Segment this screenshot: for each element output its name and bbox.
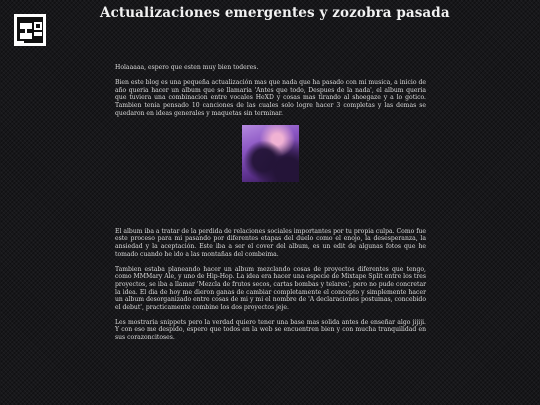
post-paragraph: El album iba a tratar de la perdida de relaciones sociales importantes por tu propia culpa. Como fue este proceso para mi pasando por diferentes etapas del duelo como el enojo, la desesperanza, la ansiedad y la aceptación. Este iba a ser el cover del album, es un edit de algunas fotos que he tomado cuando he ido a las montañas del combeima. (115, 227, 426, 258)
site-logo-icon[interactable] (14, 14, 46, 46)
album-cover-image (242, 125, 299, 182)
post-paragraph: Les mostraria snippets pero la verdad quiero tener una base mas solida antes de enseñar algo jijiji. Y con eso me despido, espero que todos en la web se encuentren bien y con mucha tranquilidad en sus corazoncitoses. (115, 318, 426, 342)
post-body (115, 64, 426, 349)
post-greeting: Holaaaaa, espero que esten muy bien toderes. (115, 64, 259, 71)
page-title: Actualizaciones emergentes y zozobra pasada (100, 5, 450, 21)
post-paragraph: Bien este blog es una pequeña actualización mas que nada que ha pasado con mi musica, a inicio de año queria hacer un album que se llamaria 'Antes que todo, Despues de la nada', el album queria que tuviera una combinacion entre vocales HeXD y cosas mas tirando al shoegaze y a lo gotico. Tambien tenia pensado 10 canciones de las cuales solo logre hacer 3 completas y las demas se quedaron en ideas generales y maquetas sin terminar. (115, 79, 426, 117)
post-paragraph: Tambien estaba planeando hacer un album mezclando cosas de proyectos diferentes que tengo, como MMMary Ale, y uno de Hip-Hop. La idea era hacer una especie de Mixtape Split entre los tres proyectos, se iba a llamar 'Mezcla de frutos secos, cartas bombas y telares', pero no pude concretar la idea. El dia de hoy me dieron ganas de cambiar completamente el concepto y simplemente hacer un album desorganizado entre cosas de mi y mi el nombre de 'A declaraciones postumas, concebido el debut', practicamente combine los dos proyectos jeje. (115, 265, 426, 311)
